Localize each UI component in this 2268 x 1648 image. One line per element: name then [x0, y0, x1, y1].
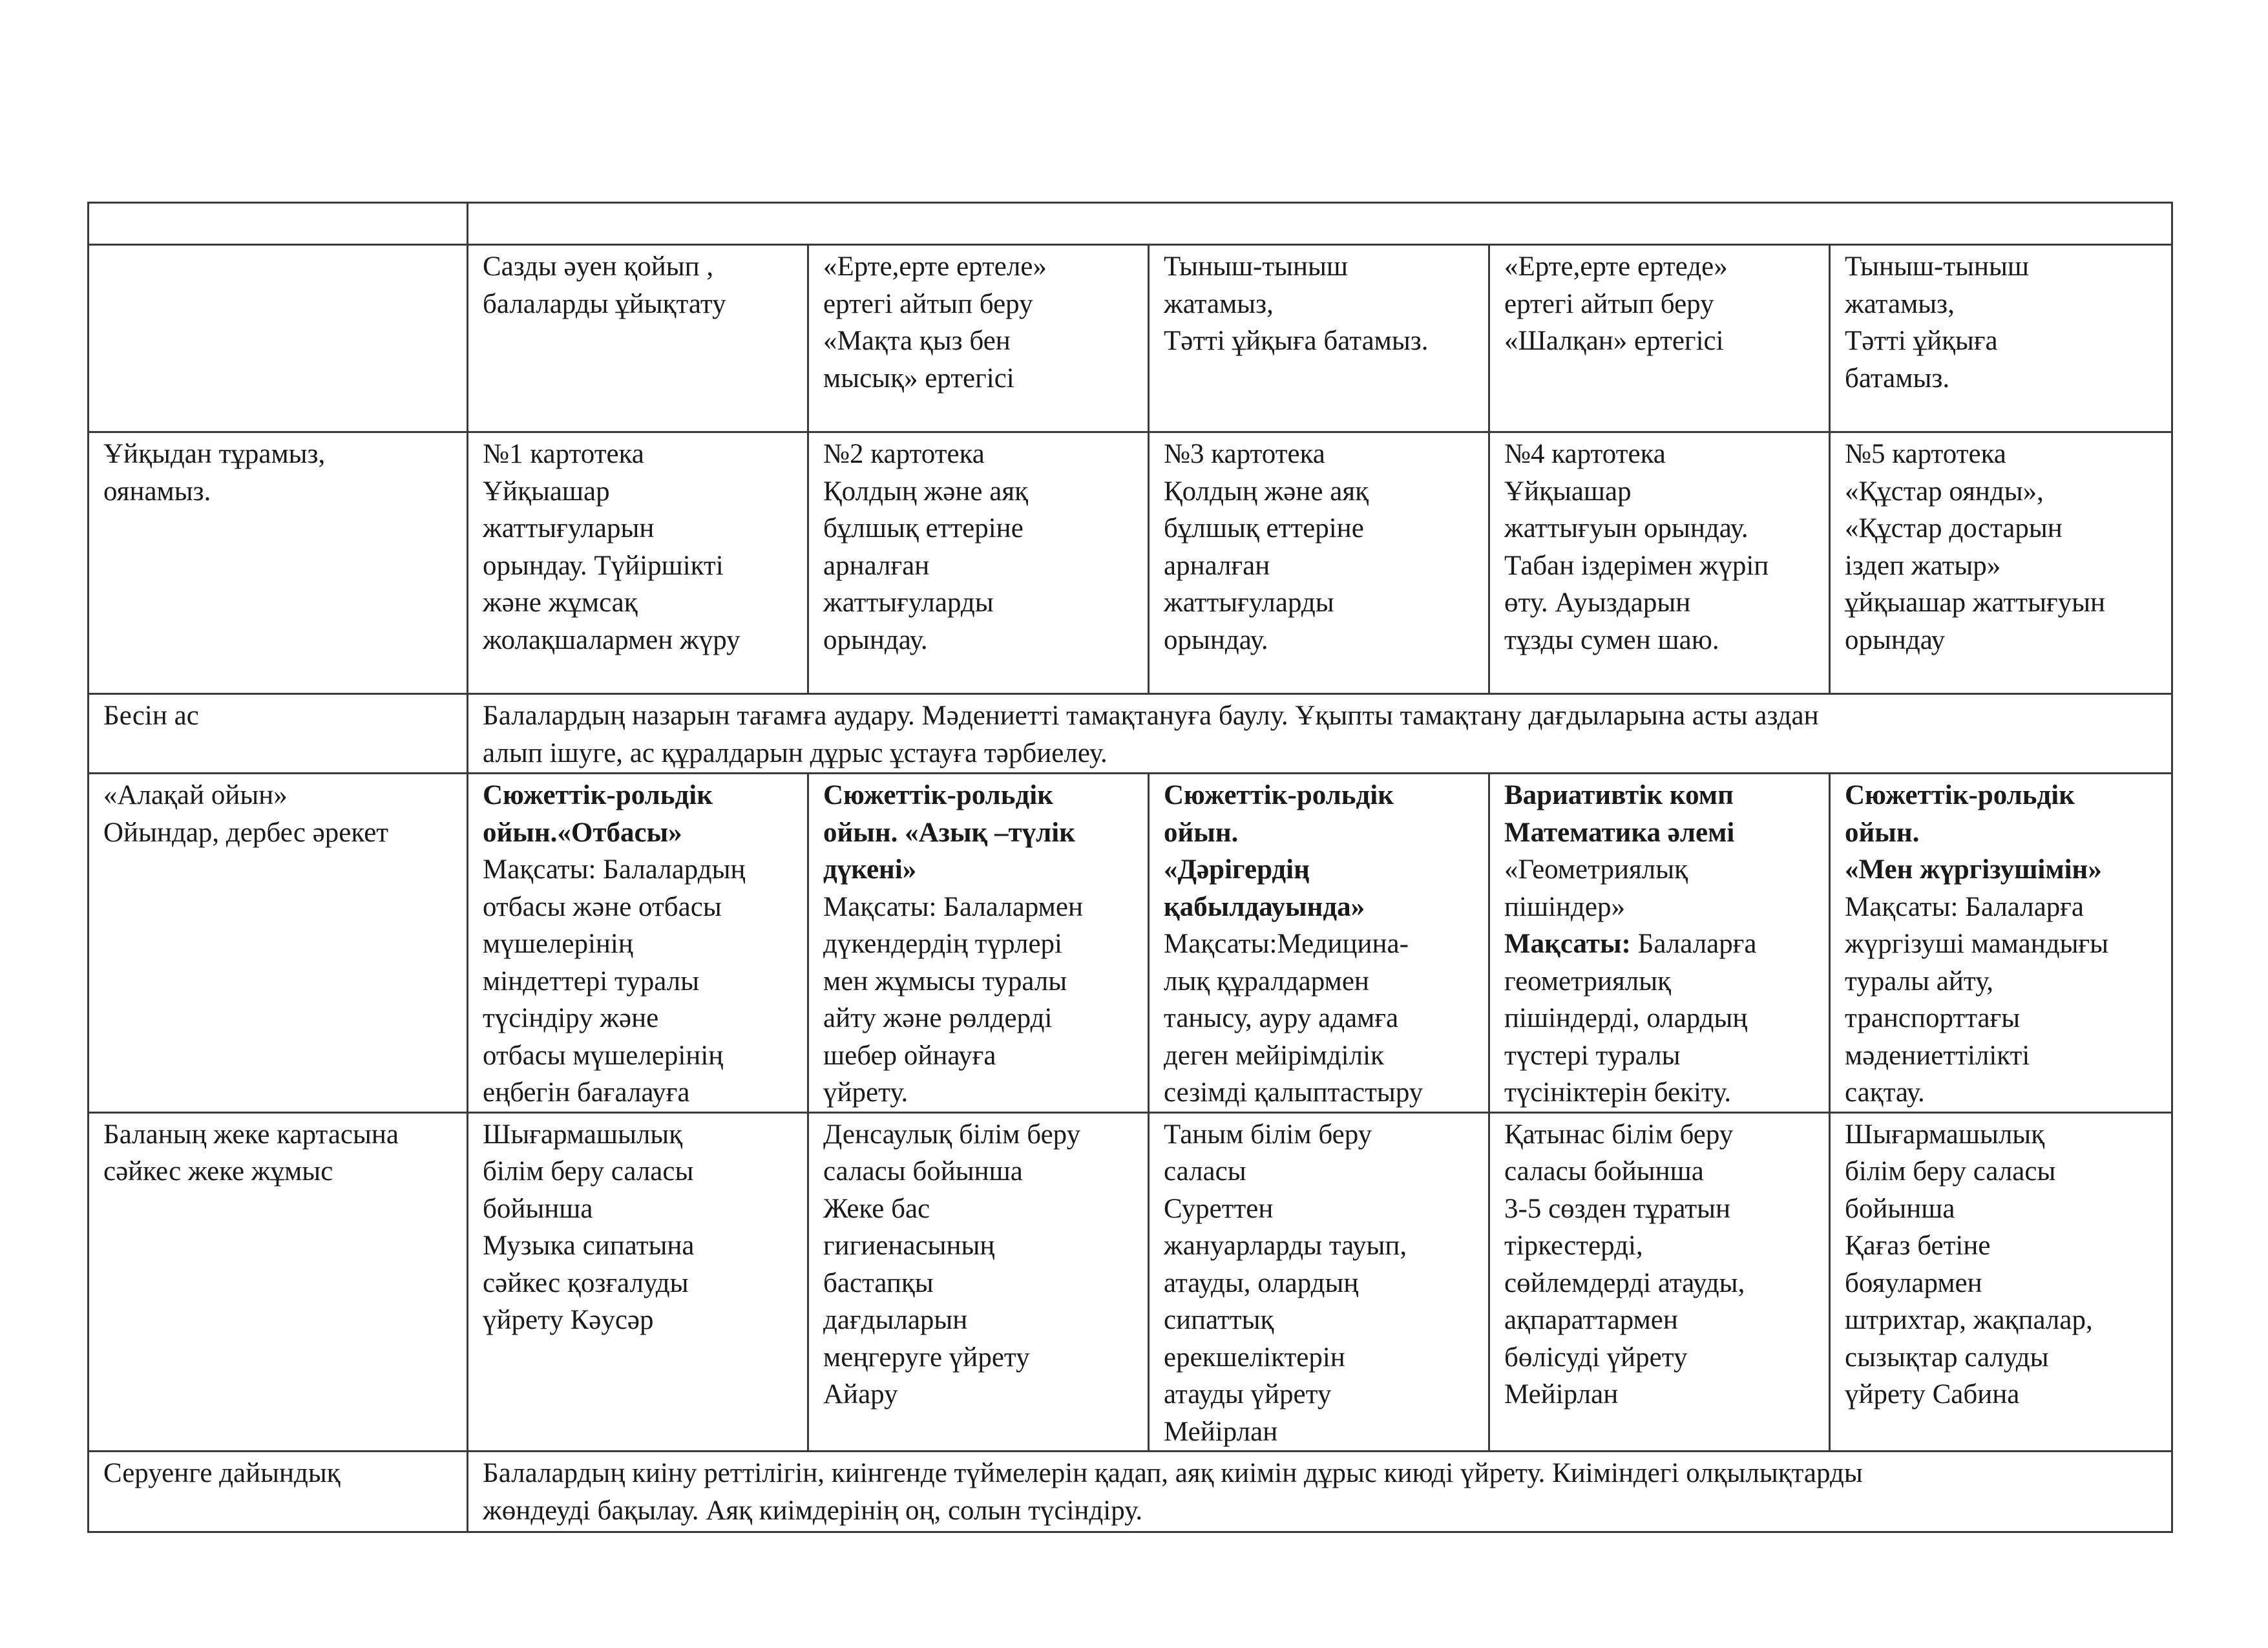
cell-line-bold: ойын.	[1164, 817, 1239, 848]
cell-line: Қағаз бетіне	[1845, 1231, 1991, 1261]
cell-line: пішіндерді, олардың	[1504, 1003, 1748, 1033]
cell-line-bold: Сюжеттік-рольдік	[483, 780, 713, 810]
cell-line: Қатынас білім беру	[1504, 1119, 1734, 1150]
cell-line-bold: дүкені»	[823, 854, 917, 885]
cell-line: Қолдың және аяқ	[1164, 476, 1369, 507]
cell-line: сәйкес қозғалуды	[483, 1267, 689, 1298]
cell-line: түстері туралы	[1504, 1040, 1681, 1071]
cell-individual-day-4	[1489, 1112, 1830, 1452]
cell-line-bold: Вариативтік комп	[1504, 780, 1734, 810]
cell-line-bold: ойын. «Азық –түлік	[823, 817, 1076, 848]
cell-line: сақтау.	[1845, 1077, 1925, 1108]
cell-line: Жеке бас	[823, 1193, 930, 1224]
cell-line: «Ерте,ерте ертеле»	[823, 251, 1047, 282]
cell-line: жаттығуларын	[483, 513, 655, 544]
cell-line: Музыка сипатына	[483, 1231, 695, 1261]
cell-wake-day-2	[808, 432, 1149, 694]
cell-line: білім беру саласы	[483, 1156, 694, 1187]
cell-line: жатамыз,	[1164, 288, 1274, 319]
cell-sleep-day-5	[1830, 245, 2172, 432]
cell-line: сипаттық	[1164, 1305, 1274, 1335]
cell-line: пішіндер»	[1504, 891, 1625, 922]
cell-line: отбасы мүшелерінің	[483, 1040, 724, 1071]
cell-individual-day-2	[808, 1112, 1149, 1452]
cell-line: «Геометриялық	[1504, 854, 1688, 885]
cell-line: №3 картотека	[1164, 439, 1325, 469]
cell-line: орындау. Түйіршікті	[483, 550, 724, 581]
cell-line: орындау	[1845, 624, 1946, 655]
cell-line: туралы айту,	[1845, 966, 1994, 997]
cell-line: деген мейірімділік	[1164, 1040, 1384, 1071]
cell-line: алып ішуге, ас құралдарын дұрыс ұстауға тәрбиелеу.	[483, 737, 1108, 768]
daily-plan-table	[87, 202, 2173, 1533]
cell-line: Қолдың және аяқ	[823, 476, 1028, 507]
cell-line: Ұйқыашар	[1504, 476, 1632, 507]
row-label-wake	[89, 432, 468, 694]
cell-line: ақпараттармен	[1504, 1305, 1678, 1335]
cell-line: жатамыз,	[1845, 288, 1955, 319]
table-row-lunch	[89, 694, 2172, 774]
cell-line: іздеп жатыр»	[1845, 550, 2001, 581]
cell-line: сөйлемдерді атауды,	[1504, 1267, 1745, 1298]
cell-line: үйрету Сабина	[1845, 1379, 2020, 1410]
cell-line: білім беру саласы	[1845, 1156, 2056, 1187]
goal-text: Балаларға	[1630, 929, 1757, 959]
cell-line: батамыз.	[1845, 363, 1950, 394]
cell-line: еңбегін бағалауға	[483, 1077, 690, 1108]
table-row-walk	[89, 1452, 2172, 1532]
cell-line: жаттығуларды	[823, 587, 994, 618]
cell-line: Табан іздерімен жүріп	[1504, 550, 1769, 581]
table-header-row	[89, 203, 2172, 245]
cell-line: жолақшалармен жүру	[483, 624, 740, 655]
row-label-walk: Серуенге дайындық	[89, 1452, 468, 1532]
cell-line: атауды үйрету	[1164, 1379, 1332, 1410]
cell-sleep-day-3	[1149, 245, 1489, 432]
cell-line: саласы бойынша	[823, 1156, 1023, 1187]
cell-line-bold: Сюжеттік-рольдік	[1845, 780, 2075, 810]
cell-line: сызықтар салуды	[1845, 1342, 2049, 1373]
cell-line: бастапқы	[823, 1267, 934, 1298]
cell-line: «Құстар оянды»,	[1845, 476, 2044, 507]
cell-games-day-3	[1149, 774, 1489, 1113]
cell-line: Тыныш-тыныш	[1845, 251, 2030, 282]
cell-line: мен жұмысы туралы	[823, 966, 1067, 997]
cell-line-bold: «Мен жүргізушімін»	[1845, 854, 2102, 885]
cell-line: лық құралдармен	[1164, 966, 1369, 997]
cell-line: Мейірлан	[1164, 1416, 1278, 1447]
cell-line: Мейірлан	[1504, 1379, 1619, 1410]
cell-line: Айару	[823, 1379, 898, 1410]
cell-line: дүкендердің түрлері	[823, 929, 1062, 959]
cell-line: бойынша	[483, 1193, 593, 1224]
cell-line: Сазды әуен қойып ,	[483, 251, 714, 282]
cell-line: «Құстар достарын	[1845, 513, 2063, 544]
cell-line: №2 картотека	[823, 439, 985, 469]
cell-line: геометриялық	[1504, 966, 1671, 997]
cell-line: меңгеруге үйрету	[823, 1342, 1030, 1373]
cell-line: бұлшық еттеріне	[1164, 513, 1364, 544]
cell-line: мәдениеттілікті	[1845, 1040, 2030, 1071]
cell-line: Денсаулық білім беру	[823, 1119, 1081, 1150]
cell-sleep-day-1	[468, 245, 808, 432]
cell-line: Шығармашылық	[1845, 1119, 2045, 1150]
cell-line: штрихтар, жақпалар,	[1845, 1305, 2093, 1335]
cell-line: №4 картотека	[1504, 439, 1666, 469]
cell-line: Ұйқыашар	[483, 476, 610, 507]
cell-line: саласы бойынша	[1504, 1156, 1704, 1187]
cell-line: айту және рөлдерді	[823, 1003, 1053, 1033]
cell-line: өту. Ауыздарын	[1504, 587, 1691, 618]
cell-line: 3-5 сөзден тұратын	[1504, 1193, 1731, 1224]
cell-wake-day-5	[1830, 432, 2172, 694]
cell-line: транспорттағы	[1845, 1003, 2021, 1033]
cell-line: тұзды сумен шаю.	[1504, 624, 1719, 655]
cell-line: дағдыларын	[823, 1305, 968, 1335]
cell-line: Тәтті ұйқыға	[1845, 326, 1998, 356]
cell-line: Мақсаты: Балаларға	[1845, 891, 2084, 922]
cell-line: үйрету.	[823, 1077, 908, 1108]
cell-wake-day-1	[468, 432, 808, 694]
cell-line: Мақсаты: Балалармен	[823, 891, 1083, 922]
cell-games-day-2	[808, 774, 1149, 1113]
table-row-sleep	[89, 245, 2172, 432]
cell-line: мүшелерінің	[483, 929, 633, 959]
cell-games-day-4	[1489, 774, 1830, 1113]
cell-line-bold: қабылдауында»	[1164, 891, 1365, 922]
row-label-games	[89, 774, 468, 1113]
cell-line: мысық» ертегісі	[823, 363, 1014, 394]
cell-line: Тәтті ұйқыға батамыз.	[1164, 326, 1429, 356]
header-cell-days	[468, 203, 2172, 245]
cell-line: балаларды ұйықтату	[483, 288, 726, 319]
cell-line: гигиенасының	[823, 1231, 995, 1261]
cell-line-bold: ойын.	[1845, 817, 1920, 848]
cell-line: және жұмсақ	[483, 587, 638, 618]
cell-line: Тыныш-тыныш	[1164, 251, 1349, 282]
cell-line: Балалардың киіну реттілігін, киінгенде түймелерін қадап, аяқ киімін дұрыс киюді үйрету. Киіміндегі олқылықтарды	[483, 1458, 1863, 1488]
table-row-games	[89, 774, 2172, 1113]
cell-line: №5 картотека	[1845, 439, 2006, 469]
cell-line: атауды, олардың	[1164, 1267, 1359, 1298]
cell-line: ұйқыашар жаттығуын	[1845, 587, 2106, 618]
label-line: Ойындар, дербес әрекет	[103, 817, 389, 848]
cell-line: жүргізуші мамандығы	[1845, 929, 2108, 959]
cell-line: бояулармен	[1845, 1267, 1982, 1298]
row-label-lunch: Бесін ас	[89, 694, 468, 774]
cell-lunch-text	[468, 694, 2172, 774]
label-line: оянамыз.	[103, 476, 211, 507]
cell-line: Мақсаты: Балалардың	[483, 854, 746, 885]
row-label-individual	[89, 1112, 468, 1452]
cell-line: бөлісуді үйрету	[1504, 1342, 1688, 1373]
cell-line-goal	[1504, 925, 1822, 963]
cell-line-bold: Сюжеттік-рольдік	[823, 780, 1054, 810]
cell-individual-day-1	[468, 1112, 808, 1452]
row-label-sleep	[89, 245, 468, 432]
cell-line: №1 картотека	[483, 439, 644, 469]
cell-wake-day-4	[1489, 432, 1830, 694]
cell-line: міндеттері туралы	[483, 966, 700, 997]
cell-line: Таным білім беру	[1164, 1119, 1372, 1150]
cell-line: орындау.	[1164, 624, 1268, 655]
cell-line: түсіндіру және	[483, 1003, 659, 1033]
cell-line: сезімді қалыптастыру	[1164, 1077, 1423, 1108]
cell-line: жаттығуын орындау.	[1504, 513, 1748, 544]
table-row-wake	[89, 432, 2172, 694]
cell-games-day-1	[468, 774, 808, 1113]
cell-line: Мақсаты:Медицина-	[1164, 929, 1409, 959]
cell-line: жөндеуді бақылау. Аяқ киімдерінің оң, солын түсіндіру.	[483, 1495, 1143, 1526]
cell-line: танысу, ауру адамға	[1164, 1003, 1399, 1033]
label-line: «Алақай ойын»	[103, 780, 288, 810]
cell-line: Суреттен	[1164, 1193, 1274, 1224]
table-row-individual	[89, 1112, 2172, 1452]
cell-line: Шығармашылық	[483, 1119, 683, 1150]
cell-line-bold: Сюжеттік-рольдік	[1164, 780, 1394, 810]
cell-line: отбасы және отбасы	[483, 891, 722, 922]
header-cell-label	[89, 203, 468, 245]
cell-line: жаттығуларды	[1164, 587, 1334, 618]
cell-line: түсініктерін бекіту.	[1504, 1077, 1732, 1108]
cell-line: бойынша	[1845, 1193, 1955, 1224]
cell-games-day-5	[1830, 774, 2172, 1113]
cell-line: үйрету Кәусәр	[483, 1305, 654, 1335]
cell-line: Балалардың назарын тағамға аудару. Мәдениетті тамақтануға баулу. Ұқыпты тамақтану дағдыларына асты аздан	[483, 701, 1819, 731]
cell-line: орындау.	[823, 624, 928, 655]
cell-line: арналған	[1164, 550, 1270, 581]
cell-line: ертегі айтып беру	[1504, 288, 1714, 319]
goal-label: Мақсаты:	[1504, 929, 1631, 959]
cell-sleep-day-4	[1489, 245, 1830, 432]
cell-line: «Ерте,ерте ертеде»	[1504, 251, 1728, 282]
cell-line: жануарларды тауып,	[1164, 1231, 1407, 1261]
cell-individual-day-3	[1149, 1112, 1489, 1452]
cell-line-bold: Математика әлемі	[1504, 817, 1735, 848]
cell-sleep-day-2	[808, 245, 1149, 432]
cell-walk-text	[468, 1452, 2172, 1532]
label-line: Баланың жеке картасына	[103, 1119, 399, 1150]
cell-line: бұлшық еттеріне	[823, 513, 1024, 544]
label-line: сәйкес жеке жұмыс	[103, 1156, 333, 1187]
label-line: Ұйқыдан тұрамыз,	[103, 439, 326, 469]
cell-line-bold: «Дәрігердің	[1164, 854, 1310, 885]
cell-line: ертегі айтып беру	[823, 288, 1033, 319]
cell-line-bold: ойын.«Отбасы»	[483, 817, 682, 848]
cell-line: арналған	[823, 550, 930, 581]
cell-line: шебер ойнауға	[823, 1040, 996, 1071]
cell-wake-day-3	[1149, 432, 1489, 694]
cell-line: ерекшеліктерін	[1164, 1342, 1345, 1373]
cell-individual-day-5	[1830, 1112, 2172, 1452]
cell-line: тіркестерді,	[1504, 1231, 1643, 1261]
cell-line: «Шалқан» ертегісі	[1504, 326, 1724, 356]
cell-line: «Мақта қыз бен	[823, 326, 1011, 356]
cell-line: саласы	[1164, 1156, 1246, 1187]
